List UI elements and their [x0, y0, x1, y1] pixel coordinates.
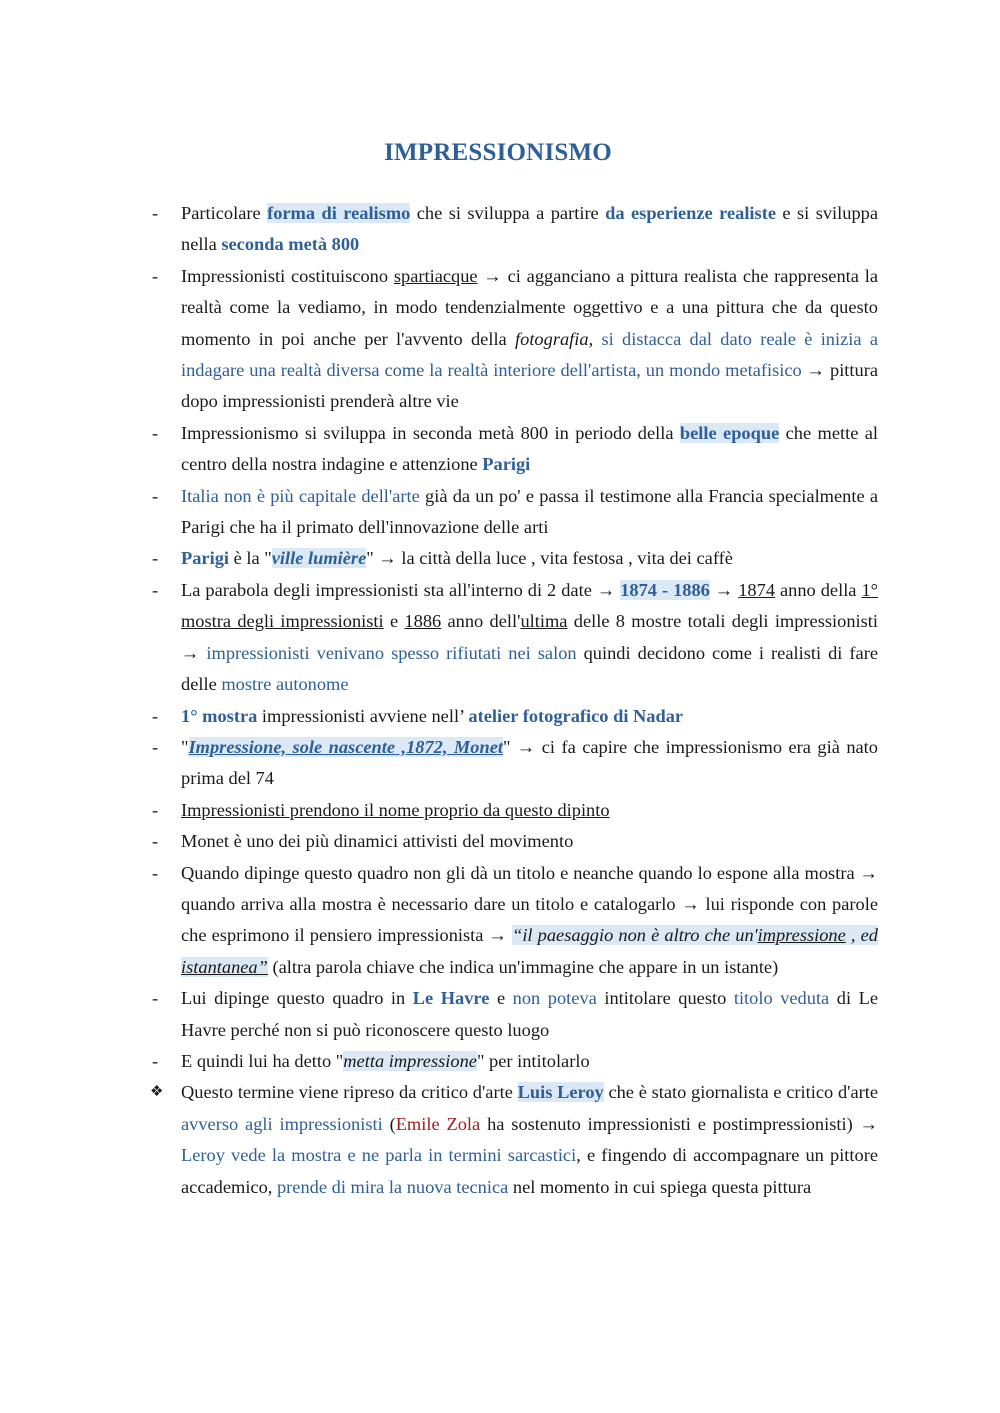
list-item	[150, 1046, 878, 1077]
text-segment: delle 8 mostre totali degli impressionisti →	[181, 611, 879, 663]
text-segment: impressione	[757, 925, 846, 946]
text-segment: Impressionisti prendono il nome proprio da questo dipinto	[181, 799, 610, 820]
text-segment: Le Havre	[412, 988, 490, 1009]
text-segment: Italia non è più capitale dell'arte	[181, 485, 420, 506]
text-segment: Impressionismo si sviluppa in seconda metà 800 in periodo della	[181, 422, 680, 443]
text-segment: La parabola degli impressionisti sta all'interno di 2 date →	[181, 579, 621, 600]
text-segment: 1° mostra degli impressionisti	[181, 579, 879, 632]
list-item	[150, 858, 878, 984]
text-segment: spartiacque	[393, 265, 478, 286]
text-segment: Leroy vede la mostra e ne parla in termini sarcastici	[181, 1145, 577, 1166]
text-segment: che è stato giornalista e critico d'arte	[603, 1082, 879, 1103]
list-item	[150, 543, 878, 574]
text-segment: Questo termine viene ripreso da critico d'arte	[181, 1082, 518, 1103]
text-segment: " → ci fa capire che impressionismo era già nato prima del 74	[181, 736, 878, 789]
text-segment: metta impressione	[343, 1050, 477, 1071]
text-segment: e	[383, 611, 405, 632]
text-segment: che mette al centro della nostra indagine e attenzione	[181, 422, 879, 475]
notes-list	[150, 198, 878, 1203]
text-segment: anno della	[775, 579, 862, 600]
text-segment: Lui dipinge questo quadro in	[181, 988, 413, 1009]
text-segment: “il paesaggio non è altro che un'	[512, 925, 758, 946]
text-segment: da esperienze realiste	[605, 203, 776, 223]
text-segment: mostre autonome	[221, 674, 349, 695]
text-segment: si distacca dal dato reale è inizia a indagare una realtà diversa come la realtà interiore dell'artista, un mondo metafisico	[181, 328, 878, 381]
text-segment: " per intitolarlo	[476, 1050, 590, 1071]
text-segment: quindi decidono come i realisti di fare delle	[181, 642, 878, 695]
text-segment: impressionisti venivano spesso rifiutati nei salon	[206, 642, 577, 663]
text-segment: prende di mira la nuova tecnica	[276, 1176, 509, 1197]
text-segment: 1886	[404, 611, 442, 632]
text-segment: 1874	[738, 579, 776, 600]
text-segment: Luis Leroy	[517, 1082, 604, 1103]
text-segment: (altra parola chiave che indica un'immagine che appare in un istante)	[267, 956, 779, 977]
text-segment: ultima	[520, 611, 568, 632]
text-segment: Impressionisti costituiscono	[181, 265, 394, 286]
text-segment: " → la città della luce , vita festosa , vita dei caffè	[366, 548, 733, 569]
text-segment: Impressione, sole nascente ,1872, Monet	[188, 736, 503, 757]
text-segment: → pittura dopo impressionisti prenderà altre vie	[181, 360, 879, 412]
list-item	[150, 826, 878, 857]
text-segment: titolo veduta	[733, 988, 830, 1009]
text-segment: 1874 - 1886	[620, 579, 710, 600]
list-item	[150, 261, 878, 418]
text-segment: 1° mostra	[181, 705, 258, 726]
text-segment: (	[382, 1113, 396, 1134]
text-segment: non poteva	[512, 988, 597, 1009]
text-segment: di Le Havre perché non si può riconoscere questo luogo	[181, 988, 878, 1040]
text-segment: belle epoque	[679, 422, 780, 443]
list-item	[150, 701, 878, 732]
text-segment: Parigi	[181, 548, 230, 569]
text-segment: anno dell'	[441, 611, 521, 632]
text-segment: atelier fotografico di Nadar	[468, 705, 684, 726]
list-item	[150, 198, 878, 261]
text-segment: è la "	[229, 548, 272, 569]
list-item	[150, 575, 878, 701]
text-segment: Monet è uno dei più dinamici attivisti del movimento	[181, 831, 574, 852]
text-segment: Particolare	[181, 203, 268, 223]
text-segment: , e fingendo di accompagnare un pittore accademico,	[181, 1145, 879, 1197]
text-segment: ha sostenuto impressionisti e postimpressionisti) →	[480, 1113, 878, 1134]
text-segment: → ci agganciano a pittura realista che rappresenta la realtà come la vediamo, in modo tendenzialmente oggettivo e a una pittura che da questo momento in poi anche per l'avvento della	[181, 265, 878, 349]
text-segment: ”	[257, 956, 268, 977]
list-item	[150, 481, 878, 544]
text-segment: istantanea	[181, 956, 258, 977]
text-segment: →	[709, 579, 739, 600]
text-segment: Parigi	[482, 454, 531, 475]
list-item	[150, 418, 878, 481]
text-segment: nel momento in cui spiega questa pittura	[508, 1176, 812, 1197]
list-item	[150, 732, 878, 795]
text-segment: impressionisti avviene nell’	[257, 705, 469, 726]
text-segment: avverso agli impressionisti	[181, 1113, 383, 1134]
text-segment: e si sviluppa nella	[181, 203, 879, 255]
text-segment: e	[489, 988, 513, 1009]
list-item	[150, 1077, 878, 1203]
text-segment: già da un po' e passa il testimone alla Francia specialmente a Parigi che ha il primato dell'innovazione delle arti	[181, 485, 879, 538]
text-segment: intitolare questo	[596, 988, 734, 1009]
text-segment: , ed	[845, 925, 879, 946]
text-segment: ,	[588, 328, 602, 349]
list-item	[150, 983, 878, 1046]
page-title: IMPRESSIONISMO	[384, 139, 612, 166]
text-segment: Emile Zola	[395, 1113, 481, 1134]
list-item	[150, 795, 878, 826]
text-segment: fotografia	[515, 328, 589, 349]
text-segment: forma di realismo	[267, 203, 411, 223]
text-segment: che si sviluppa a partire	[410, 203, 606, 223]
text-segment: Quando dipinge questo quadro non gli dà un titolo e neanche quando lo espone alla mostra → quando arriva alla mostra è necessario dare un titolo e catalogarlo → lui risponde con parole che esprimono il pensiero impressionista →	[181, 862, 878, 946]
text-segment: ville lumière	[271, 548, 367, 569]
text-segment: seconda metà 800	[221, 234, 360, 255]
text-segment: "	[181, 736, 189, 757]
text-segment: E quindi lui ha detto "	[181, 1050, 344, 1071]
